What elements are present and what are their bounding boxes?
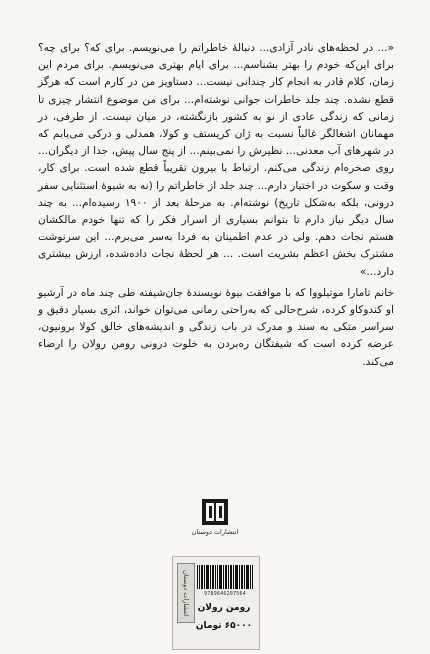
- publisher-logo: [183, 497, 247, 536]
- cover-blurb: [38, 40, 394, 371]
- sticker-title: رومن رولان: [197, 603, 251, 613]
- sticker-price: ۶۵۰۰۰ تومان: [195, 621, 253, 631]
- publisher-stamp: انتشارات دوستان: [177, 563, 195, 623]
- barcode: [197, 565, 253, 589]
- blurb-quote-paragraph: «... در لحظه‌های نادر آزادی... دنبالهٔ خاطراتم را می‌نویسم. برای که؟ برای چه؟ برای این‌که خودم را بهتر بشناسم... برای ایام بهتری می‌نویسم. برای مردم این زمان، کلام قادر به انجام کار چندانی نیست... دستاویز من در کارم است که هرگز قطع نشده. چند جلد خاطرات جوانی نوشته‌ام... برای من موضوع انتشار چیزی تا زمانی که زندگی عادی از نو به کشور بازنگشته، در میان نیست. از طرفی، در مهمانان اشغالگر غالباً نسبت به ژان کریستف و کولا، همدلی و درکی می‌یابم که در شهرهای آب معدنی... نظیرش را نمی‌بینم... از پنج سال پیش، جدا از دیگران... روی صخره‌ام زندگی می‌کنم. ارتباط با بیرون تقریباً قطع شده است. برای کار، وقت و سکوت در اختیار دارم... چند جلد از خاطراتم را (نه به شیوهٔ استثنایی سفر درونی، بلکه به‌شکل تاریخ) نوشته‌ام. به مرحلهٔ بعد از ۱۹۰۰ رسیده‌ام... به چند سال دیگر نیاز دارم تا بتوانم بسیاری از اسرار فکر را که تنها خودم مالکشان هستم نجات دهم. ولی در عدم اطمینان به فردا به‌سر می‌برم... این سرنوشت مشترک بخش اعظم بشریت است. ... هر لحظهٔ نجات داده‌شده، ارزش بیشتری دارد...»: [38, 42, 394, 278]
- price-sticker: [172, 556, 260, 650]
- publisher-name: انتشارات دوستان: [191, 528, 239, 536]
- blurb-description-paragraph: خانم تامارا موتیلووا که با موافقت بیوهٔ نویسندهٔ جان‌شیفته طی چند ماه در آرشیو او کندوکاو کرده، شرح‌حالی که به‌راحتی رمانی می‌توان خواند، اثری بسیار دقیق و سراسر متکی به سند و مدرک در باب زندگی و اندیشه‌های خالق کولا برونیون، عرضه کرده است که شیفتگان ره‌بردن به خلوت درونی رومن رولان را ارضاء می‌کند.: [38, 286, 394, 368]
- publisher-logo-icon: [200, 497, 230, 527]
- isbn-number: 9789646207564: [204, 591, 246, 597]
